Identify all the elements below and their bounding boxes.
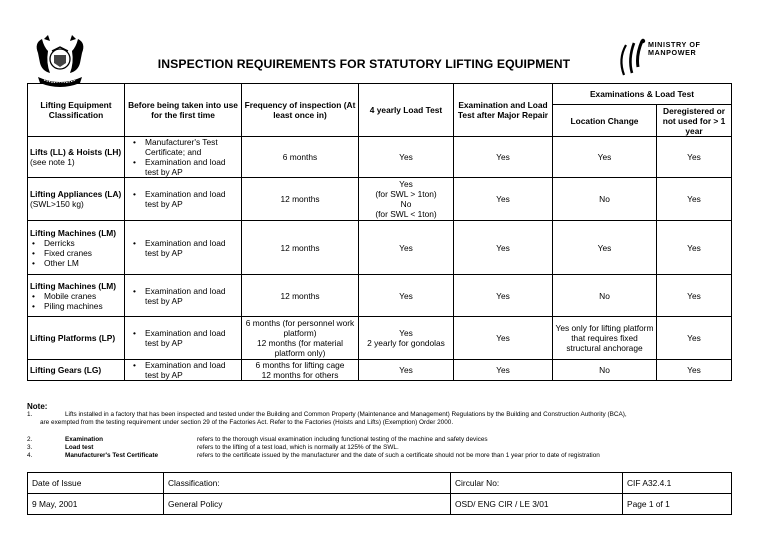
note-number: 2. [27,436,33,443]
location-change-cell: No [553,178,657,221]
classification-cell [28,317,125,360]
definition-row [27,452,747,460]
location-change-cell: No [553,275,657,317]
first-time-cell [125,137,242,178]
load-test-cell: Yes [359,221,454,275]
location-change-cell: Yes only for lifting platform that requires fixed structural anchorage [553,317,657,360]
first-time-cell [125,221,242,275]
cif-number: CIF A32.4.1 [623,473,732,494]
major-repair-cell: Yes [454,317,553,360]
classification-name: Lifting Gears (LG) [30,365,102,375]
list-item: • Examination and load test by AP [145,286,239,306]
document-title: INSPECTION REQUIREMENTS FOR STATUTORY LIFTING EQUIPMENT [157,57,571,71]
first-time-cell [125,178,242,221]
frequency-cell: 6 months [242,137,359,178]
note-number: 1. [27,411,33,418]
classification-value: General Policy [164,494,451,515]
table-row [28,221,732,275]
classification-name: Lifting Appliances (LA) [30,189,122,199]
first-time-cell [125,317,242,360]
list-item: • Fixed cranes [44,248,122,258]
frequency-cell: 12 months [242,275,359,317]
table-row [28,360,732,381]
table-row [28,317,732,360]
header-examinations-group: Examinations & Load Test [553,84,732,105]
header-location-change: Location Change [553,105,657,137]
location-change-cell: No [553,360,657,381]
notes-heading: Note: [27,402,48,411]
date-of-issue-label: Date of Issue [28,473,164,494]
deregistered-cell: Yes [657,221,732,275]
classification-label: Classification: [164,473,451,494]
inspection-requirements-table [27,83,732,381]
table-row [28,178,732,221]
major-repair-cell: Yes [454,360,553,381]
note-1-line-1: Lifts installed in a factory that has been inspected and tested under the Building and Common Property (Maintenance and Management) Regulations by the Building and Construction Authority (BCA), [65,411,627,418]
circular-no-value: OSD/ ENG CIR / LE 3/01 [451,494,623,515]
major-repair-cell: Yes [454,137,553,178]
note-number: 3. [27,444,33,451]
date-of-issue-value: 9 May, 2001 [28,494,164,515]
ministry-logo-text [648,41,701,57]
header-major-repair: Examination and Load Test after Major Repair [454,84,553,137]
document-footer-table [27,472,732,515]
notes-section [27,403,747,460]
definition-text: refers to the lifting of a test load, which is normally at 125% of the SWL. [197,444,399,451]
frequency-cell: 6 months (for personnel work platform) 12 months (for material platform only) [242,317,359,360]
definition-term: Manufacturer's Test Certificate [65,452,159,459]
list-item: • Piling machines [44,301,122,311]
header-frequency: Frequency of inspection (At least once in) [242,84,359,137]
frequency-cell: 12 months [242,221,359,275]
load-test-cell: Yes [359,275,454,317]
load-test-cell: Yes [359,360,454,381]
header-first-time: Before being taken into use for the first time [125,84,242,137]
definition-term: Examination [65,436,103,443]
major-repair-cell: Yes [454,221,553,275]
page-number: Page 1 of 1 [623,494,732,515]
definition-term: Load test [65,444,94,451]
list-item: • Examination and load test by AP [145,328,239,348]
circular-no-label: Circular No: [451,473,623,494]
header-load-test: 4 yearly Load Test [359,84,454,137]
list-item: • Examination and load test by AP [145,189,239,209]
location-change-cell: Yes [553,221,657,275]
classification-cell [28,137,125,178]
load-test-cell: Yes [359,137,454,178]
list-item: • Examination and load test by AP [145,157,239,177]
classification-cell [28,221,125,275]
major-repair-cell: Yes [454,275,553,317]
first-time-cell [125,360,242,381]
table-row [28,275,732,317]
classification-sub: (see note 1) [30,157,75,167]
classification-sub: (SWL>150 kg) [30,199,84,209]
classification-name: Lifting Machines (LM) [30,280,117,291]
first-time-cell [125,275,242,317]
major-repair-cell: Yes [454,178,553,221]
list-item: • Examination and load test by AP [145,238,239,258]
ministry-line-1: MINISTRY OF [648,40,701,49]
deregistered-cell: Yes [657,178,732,221]
list-item: • Manufacturer's Test Certificate; and [145,137,239,157]
note-number: 4. [27,452,33,459]
classification-name: Lifts (LL) & Hoists (LH) [30,147,122,157]
definition-text: refers to the certificate issued by the manufacturer and the date of such a certificate should not be more than 1 year prior to date of registration [197,452,600,459]
note-1-line-2: are exempted from the testing requirement under section 29 of the Factories Act. Refer to the Factories (Hoists and Lifts) (Exemption) Order 2000. [40,419,454,426]
classification-cell [28,178,125,221]
deregistered-cell: Yes [657,275,732,317]
load-test-cell: Yes (for SWL > 1ton) No (for SWL < 1ton) [359,178,454,221]
location-change-cell: Yes [553,137,657,178]
definition-row [27,444,747,452]
deregistered-cell: Yes [657,360,732,381]
list-item: • Examination and load test by AP [145,360,239,380]
header-classification: Lifting Equipment Classification [28,84,125,137]
definition-row [27,436,747,444]
definition-text: refers to the thorough visual examination including functional testing of the machine and safety devices [197,436,488,443]
deregistered-cell: Yes [657,137,732,178]
frequency-cell: 6 months for lifting cage 12 months for others [242,360,359,381]
list-item: • Mobile cranes [44,291,122,301]
frequency-cell: 12 months [242,178,359,221]
load-test-cell: Yes 2 yearly for gondolas [359,317,454,360]
header-deregistered: Deregistered or not used for > 1 year [657,105,732,137]
table-row [28,137,732,178]
list-item: • Other LM [44,258,122,268]
classification-name: Lifting Machines (LM) [30,227,117,238]
list-item: • Derricks [44,238,122,248]
classification-name: Lifting Platforms (LP) [30,333,116,343]
classification-cell [28,275,125,317]
classification-cell [28,360,125,381]
deregistered-cell: Yes [657,317,732,360]
ministry-line-2: MANPOWER [648,48,697,57]
